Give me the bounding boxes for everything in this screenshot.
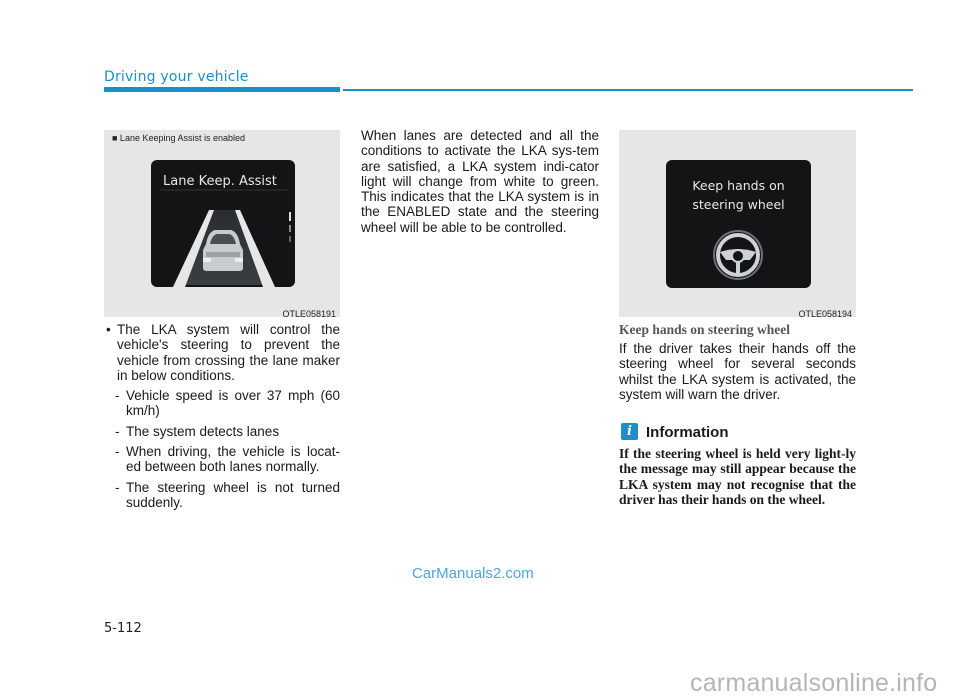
- section-title: Driving your vehicle: [104, 69, 249, 85]
- information-text: If the steering wheel is held very light-ly the message may still appear because the LKA system may not recognise that the driver has their hands on the wheel.: [619, 446, 856, 508]
- figure-code: OTLE058191: [282, 309, 336, 319]
- lka-enabled-paragraph: When lanes are detected and all the conditions to activate the LKA sys-tem are satisfied, a LKA system indi-cator light will change from white to green. This indicates that the LKA system is in the ENABLED state and the steering wheel will be able to be controlled.: [361, 128, 599, 235]
- condition-item: - When driving, the vehicle is locat-ed between both lanes normally.: [104, 444, 340, 475]
- keep-hands-paragraph: If the driver takes their hands off the steering wheel for several seconds whilst the LKA system is activated, the system will warn the driver.: [619, 341, 856, 402]
- steering-wheel-icon: [666, 160, 811, 288]
- information-icon: i: [621, 423, 638, 440]
- footer-watermark: carmanualsonline.info: [690, 669, 938, 697]
- screen-line-1: Keep hands on: [692, 178, 785, 193]
- lka-conditions: [104, 322, 340, 510]
- condition-item: - The system detects lanes: [104, 424, 340, 439]
- car-icon: [203, 230, 243, 271]
- condition-item: - Vehicle speed is over 37 mph (60 km/h): [104, 388, 340, 419]
- information-label: Information: [646, 424, 729, 441]
- watermark-link[interactable]: CarManuals2.com: [412, 565, 534, 582]
- lane-car-illustration: [151, 160, 295, 287]
- cluster-screen-warning: [666, 160, 811, 288]
- cluster-screen-lka: [151, 160, 295, 287]
- screen-title: Lane Keep. Assist: [163, 174, 277, 189]
- keep-hands-heading: Keep hands on steering wheel: [619, 322, 791, 337]
- page-number: 5-112: [104, 621, 142, 636]
- bullet-lka-control: • The LKA system will control the vehicle's steering to prevent the vehicle from crossing the lane maker in below conditions.: [104, 322, 340, 383]
- header-rule-thick: [104, 87, 340, 92]
- header-rule-thin: [343, 89, 913, 91]
- figure-keep-hands: [619, 130, 856, 317]
- figure-lka-enabled: [104, 130, 340, 317]
- screen-line-2: steering wheel: [692, 197, 785, 212]
- figure-caption: ■ Lane Keeping Assist is enabled: [112, 133, 246, 143]
- figure-code: OTLE058194: [798, 309, 852, 319]
- condition-item: - The steering wheel is not turned suddenly.: [104, 480, 340, 511]
